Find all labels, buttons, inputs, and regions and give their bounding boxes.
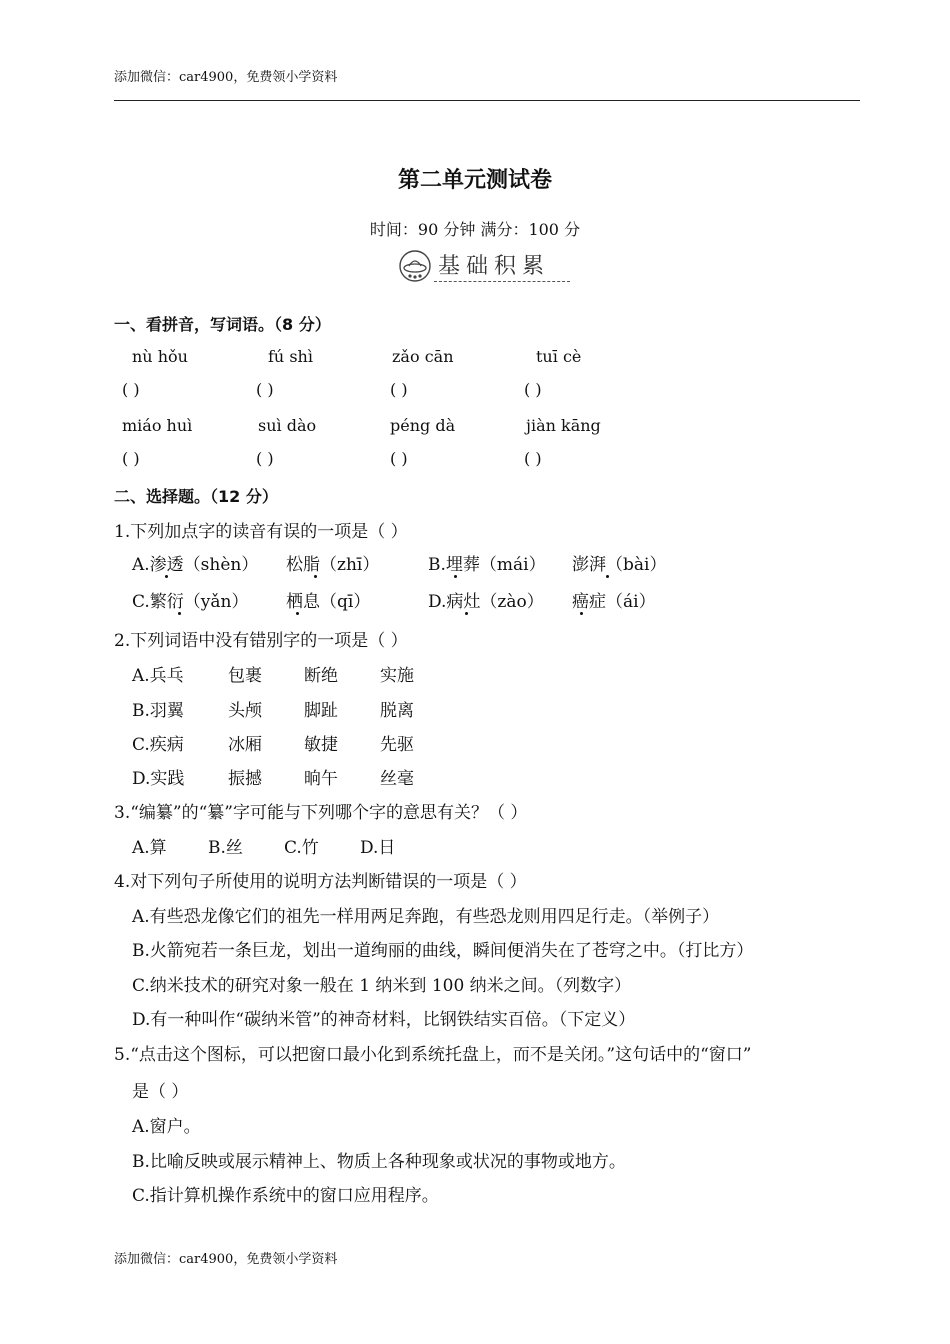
answer-blank[interactable]: ( ) [390,449,408,468]
pinyin-item: tuī cè [536,347,582,366]
q1-option-a-word2: 松脂（zhī） [286,555,380,575]
q3-option: B.丝 [208,838,243,858]
q4-option: B.火箭宛若一条巨龙，划出一道绚丽的曲线，瞬间便消失在了苍穹之中。（打比方） [132,941,754,961]
answer-blank[interactable]: ( ) [256,380,274,399]
q2-option-a-word: 包裹 [228,666,262,686]
emphasis-dot [465,612,468,615]
question-3-stem: 3.“编纂”的“纂”字可能与下列哪个字的意思有关？（ ） [114,803,528,823]
q2-option-b-word: 头颅 [228,701,262,721]
flying-saucer-icon [398,249,432,283]
q4-option: C.纳米技术的研究对象一般在 1 纳米到 100 纳米之间。（列数字） [132,976,632,996]
section-banner [398,247,570,283]
q2-option-c-word: 敏捷 [304,735,338,755]
answer-blank[interactable]: ( ) [390,380,408,399]
emphasis-dot [165,575,168,578]
q2-option-d-word: D.实践 [132,769,185,789]
question-4-stem: 4.对下列句子所使用的说明方法判断错误的一项是（ ） [114,872,527,892]
q4-option: A.有些恐龙像它们的祖先一样用两足奔跑，有些恐龙则用四足行走。（举例子） [132,907,720,927]
q3-option: D.日 [360,838,396,858]
q2-option-b-word: B.羽翼 [132,701,184,721]
q1-option-c-word1: C.繁衍（yǎn） [132,592,249,612]
q3-option: A.算 [132,838,167,858]
q2-option-c-word: 先驱 [380,735,414,755]
q2-option-d-word: 振撼 [228,769,262,789]
emphasis-dot [454,575,457,578]
page-footer-text: 添加微信：car4900，免费领小学资料 [114,1252,338,1267]
question-5-stem-continued: 是（ ） [132,1082,189,1102]
q5-option: C.指计算机操作系统中的窗口应用程序。 [132,1186,439,1206]
answer-blank[interactable]: ( ) [122,449,140,468]
q4-option: D.有一种叫作“碳纳米管”的神奇材料，比钢铁结实百倍。（下定义） [132,1010,636,1030]
q2-option-a-word: A.兵乓 [132,666,184,686]
q1-option-d-word2: 癌症（ái） [572,592,656,612]
pinyin-item: péng dà [390,416,456,435]
answer-blank[interactable]: ( ) [256,449,274,468]
section-2-heading: 二、选择题。（12 分） [114,487,278,506]
emphasis-dot [580,612,583,615]
header-rule [114,100,860,101]
exam-meta: 时间：90 分钟 满分：100 分 [369,220,581,239]
page-title: 第二单元测试卷 [397,168,552,193]
q1-option-b-word2: 澎湃（bài） [572,555,667,575]
q1-option-a-word1: A.渗透（shèn） [132,555,259,575]
q2-option-a-word: 断绝 [304,666,338,686]
q2-option-c-word: 冰厢 [228,735,262,755]
pinyin-item: jiàn kāng [526,416,601,435]
answer-blank[interactable]: ( ) [122,380,140,399]
question-2-stem: 2.下列词语中没有错别字的一项是（ ） [114,631,408,651]
banner-title: 基础积累 [438,254,551,279]
pinyin-item: suì dào [258,416,317,435]
q1-option-c-word2: 栖息（qī） [286,592,371,612]
pinyin-item: nù hǒu [132,347,188,366]
q2-option-c-word: C.疾病 [132,735,184,755]
question-1-stem: 1.下列加点字的读音有误的一项是（ ） [114,522,408,542]
page-header-text: 添加微信：car4900，免费领小学资料 [114,70,338,85]
answer-blank[interactable]: ( ) [524,380,542,399]
question-5-stem: 5.“点击这个图标，可以把窗口最小化到系统托盘上，而不是关闭。”这句话中的“窗口” [114,1045,752,1065]
emphasis-dot [314,575,317,578]
emphasis-dot [296,612,299,615]
q3-option: C.竹 [284,838,319,858]
emphasis-dot [606,575,609,578]
q2-option-b-word: 脚趾 [304,701,338,721]
q2-option-d-word: 晌午 [304,769,338,789]
q1-option-b-word1: B.埋葬（mái） [428,555,546,575]
q2-option-a-word: 实施 [380,666,414,686]
q2-option-d-word: 丝毫 [380,769,414,789]
pinyin-item: fú shì [268,347,313,366]
section-1-heading: 一、看拼音，写词语。（8 分） [114,315,331,334]
emphasis-dot [178,612,181,615]
banner-underline [434,281,570,282]
pinyin-item: miáo huì [122,416,193,435]
answer-blank[interactable]: ( ) [524,449,542,468]
q5-option: A.窗户。 [132,1117,201,1137]
q2-option-b-word: 脱离 [380,701,414,721]
pinyin-item: zǎo cān [392,347,454,366]
q1-option-d-word1: D.病灶（zào） [428,592,544,612]
q5-option: B.比喻反映或展示精神上、物质上各种现象或状况的事物或地方。 [132,1152,626,1172]
